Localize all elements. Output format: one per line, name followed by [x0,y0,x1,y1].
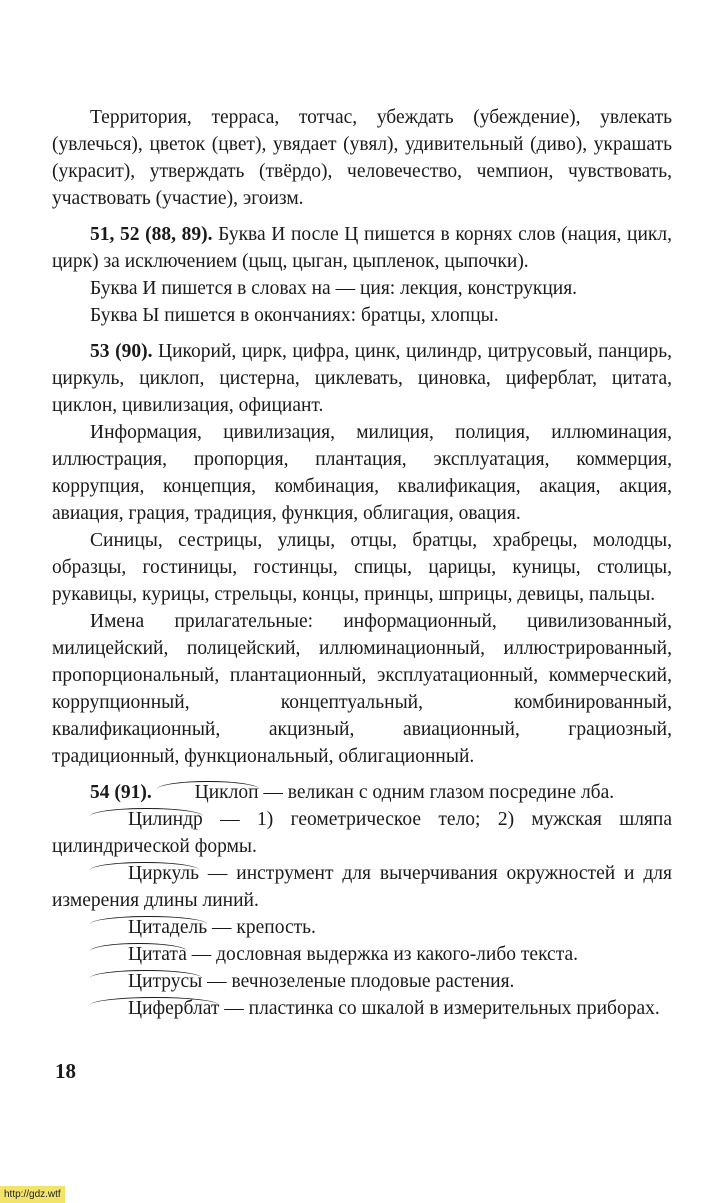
page-number: 18 [55,1059,76,1083]
exercise-number: 54 (91). [90,782,152,803]
definition-1: 54 (91). Циклоп — великан с одним глазом посредине лба. [90,782,615,803]
paragraph-4: Буква Ы пишется в окончаниях: братцы, хлопцы. [90,305,499,326]
definition-6: Цитрусы — вечнозеленые плодовые растения. [52,968,672,995]
paragraph-5: 53 (90). Цикорий, цирк, цифра, цинк, цилиндр, цитрусовый, панцирь, циркуль, циклоп, цистерна, циклевать, циновка, циферблат, цитата, циклон, цивилизация, официант. [52,341,672,416]
paragraph-7: Синицы, сестрицы, улицы, отцы, братцы, храбрецы, молодцы, образцы, гостиницы, гостинцы, спицы, царицы, куницы, столицы, рукавицы, курицы, стрельцы, концы, принцы, шприцы, девицы, пальцы. [52,530,672,605]
definition-word: Циферблат [90,997,219,1019]
definition-word: Циклоп [157,781,259,803]
definition-word: Цитата [90,943,187,965]
page-content [52,104,672,1022]
definition-3: Циркуль — инструмент для вычерчивания окружностей и для измерения длины линий. [52,863,673,911]
definition-word: Цитадель [90,916,207,938]
watermark-link[interactable]: http://gdz.wtf [0,1186,65,1203]
definition-4: Цитадель — крепость. [52,914,672,941]
definition-word: Цилиндр [90,808,203,830]
paragraph-1: Территория, терраса, тотчас, убеждать (убеждение), увлекать (увлечься), цветок (цвет), увядает (увял), удивительный (диво), украшать (украсит), утверждать (твёрдо), человечество, чемпион, чувствовать, участвовать (участие), эгоизм. [52,107,672,209]
definition-2: Цилиндр — 1) геометрическое тело; 2) мужская шляпа цилиндрической формы. [52,809,672,857]
definition-5: Цитата — дословная выдержка из какого-либо текста. [52,941,672,968]
paragraph-6: Информация, цивилизация, милиция, полиция, иллюминация, иллюстрация, пропорция, плантация, эксплуатация, коммерция, коррупция, концепция, комбинация, квалификация, акация, акция, авиация, грация, традиция, функция, облигация, овация. [52,422,672,524]
paragraph-3: Буква И пишется в словах на — ция: лекция, конструкция. [90,278,578,299]
definition-7: Циферблат — пластинка со шкалой в измерительных приборах. [52,995,672,1022]
exercise-number: 51, 52 (88, 89). [90,224,213,245]
paragraph-2: 51, 52 (88, 89). Буква И после Ц пишется в корнях слов (нация, цикл, цирк) за исключением (цыц, цыган, цыпленок, цыпочки). [52,224,672,272]
definition-word: Цитрусы [90,970,202,992]
definition-word: Циркуль [90,862,199,884]
paragraph-8: Имена прилагательные: информационный, цивилизованный, милицейский, полицейский, иллюминационный, иллюстрированный, пропорциональный, плантационный, эксплуатационный, коммерческий, коррупционный, концептуальный, комбинированный, квалификационный, акцизный, авиационный, грациозный, традиционный, функциональный, облигационный. [52,611,672,767]
exercise-number: 53 (90). [90,341,153,362]
